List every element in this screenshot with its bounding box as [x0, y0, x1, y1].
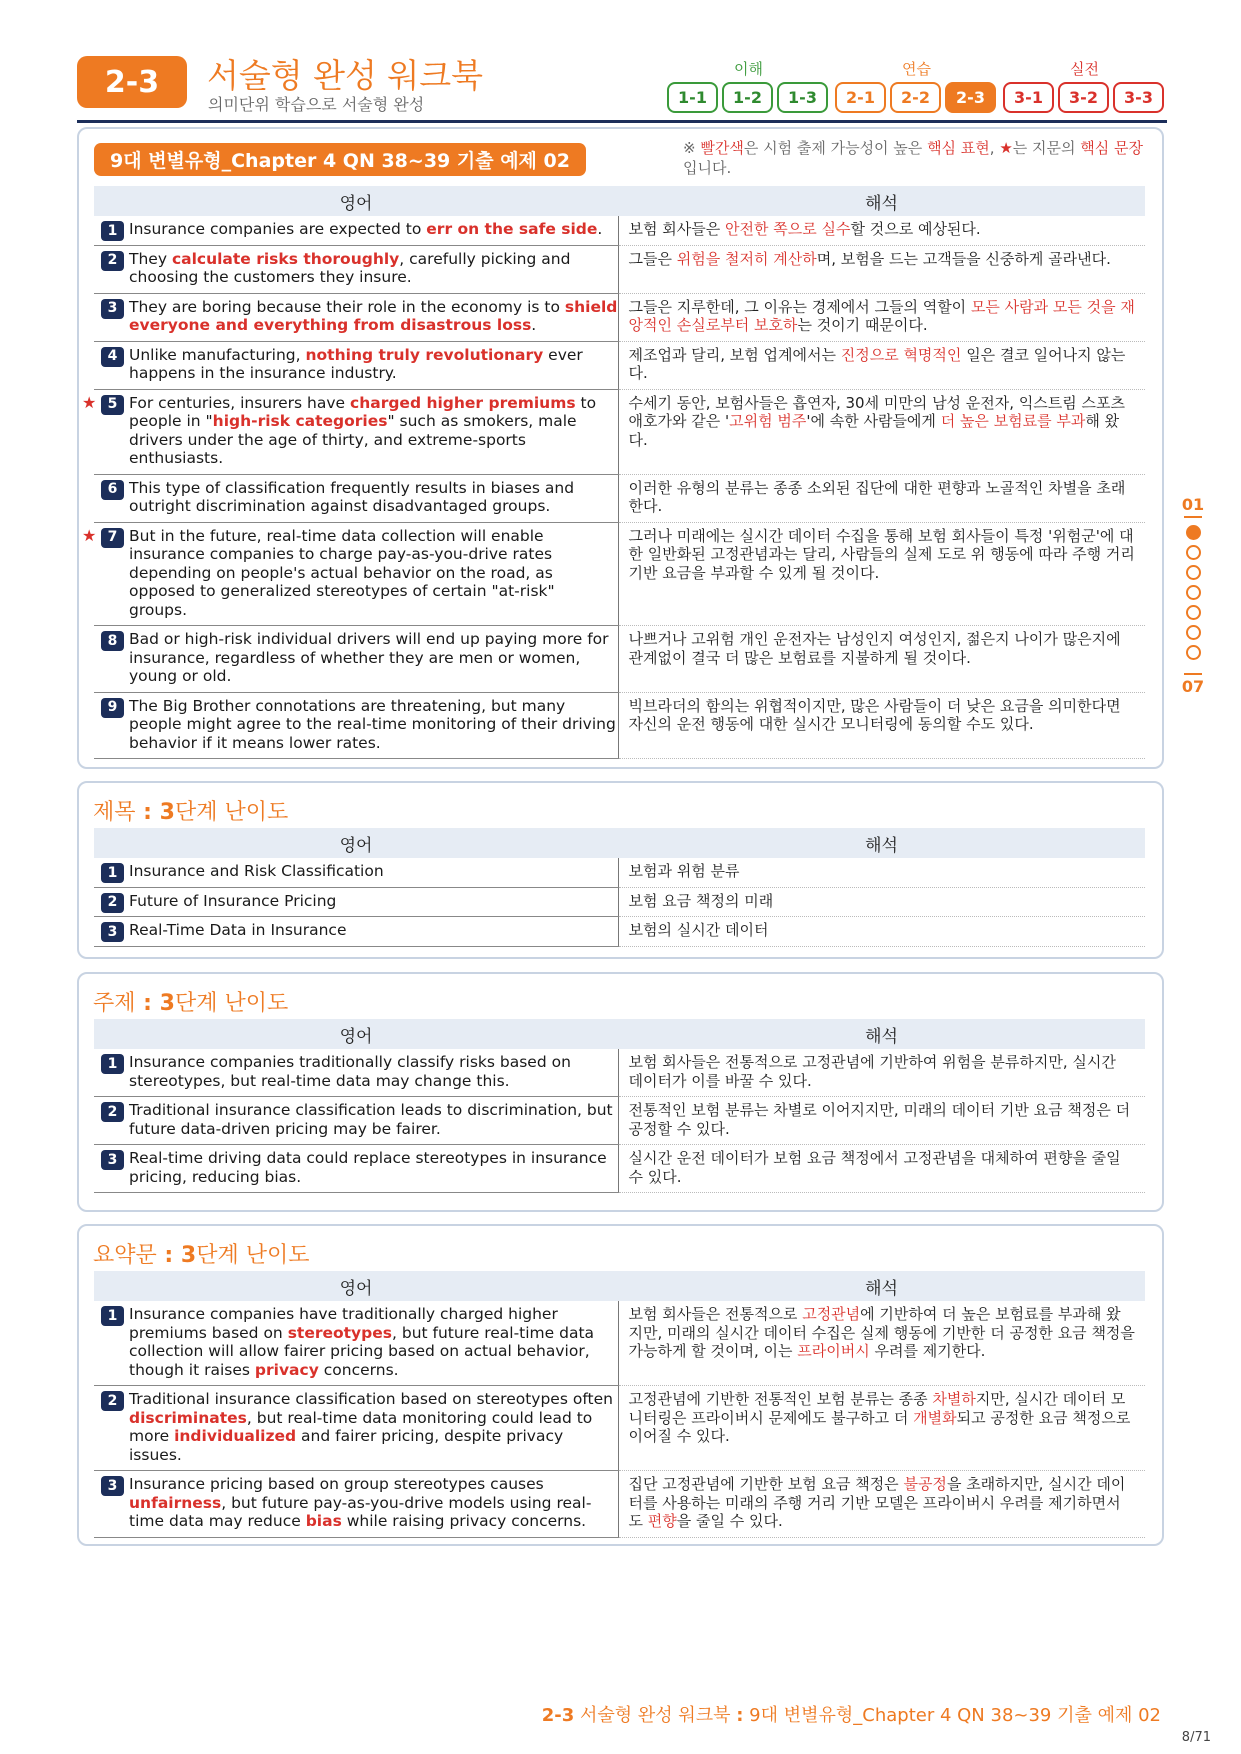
row-number-badge: 8	[101, 631, 124, 651]
sentence-text: Real-time driving data could replace stereotypes in insurance pricing, reducing bias.	[129, 1149, 607, 1186]
english-cell	[94, 917, 618, 947]
legend-note: ※ 빨간색은 시험 출제 가능성이 높은 핵심 표현, ★는 지문의 핵심 문장입니다.	[683, 139, 1144, 177]
english-cell	[94, 1097, 618, 1145]
korean-cell	[618, 917, 1145, 947]
progress-end-label: 07	[1181, 677, 1205, 696]
korean-cell	[618, 1471, 1145, 1538]
english-cell	[94, 1301, 618, 1386]
theme-rows	[94, 1049, 1145, 1193]
progress-divider	[1184, 516, 1202, 518]
theme-card	[77, 972, 1164, 1212]
sentence-text: Insurance companies are expected to	[129, 220, 427, 238]
sentence-text: ever happens in the insurance industry.	[129, 345, 583, 382]
progress-dot	[1186, 625, 1201, 640]
sentence-text: The Big Brother connotations are threatening, but many people might agree to the real-time monitoring of their driving behavior if it means lower rates.	[129, 696, 616, 752]
section-title: 제목 : 3단계 난이도	[93, 800, 289, 825]
sentence-text: concerns.	[318, 1360, 399, 1379]
row-number-badge: 1	[101, 221, 124, 241]
step-1-1-button[interactable]: 1-1	[667, 82, 718, 113]
column-header-english: 영어	[94, 186, 618, 216]
translation-text: 을 줄일 수 있다.	[676, 1512, 783, 1530]
translation-text: 실시간 운전 데이터가 보험 요금 책정에서 고정관념을 대체하여 편향을 줄일 수 있다.	[628, 1149, 1121, 1186]
sentence-text: They are boring because their role in the economy is to	[129, 297, 565, 316]
row-number-badge: 2	[101, 893, 124, 913]
step-2-3-button[interactable]: 2-3	[945, 82, 996, 113]
row-number-badge: 3	[101, 1150, 124, 1170]
sentence-text: Traditional insurance classification based on stereotypes often	[129, 1390, 613, 1408]
step-2-2-button[interactable]: 2-2	[890, 82, 941, 113]
table-row	[94, 626, 1145, 693]
translation-text: 보험 회사들은	[628, 220, 725, 238]
step-group-label: 이해	[734, 60, 763, 78]
translation-text: 며, 보험을 드는 고객들을 신중하게 골라낸다.	[816, 249, 1111, 268]
key-expression: high-risk categories	[212, 412, 388, 430]
sentence-text: Insurance and Risk Classification	[129, 862, 384, 880]
translation-text: 빅브라더의 함의는 위협적이지만, 많은 사람들이 더 낮은 요금을 의미한다면 자신의 운전 행동에 대한 실시간 모니터링에 동의할 수도 있다.	[628, 696, 1121, 733]
sentence-text: " such as smokers, male drivers under the age of thirty, and extreme-sports enthusiasts.	[129, 412, 577, 467]
table-row	[94, 474, 1145, 522]
translation-text: 우려를 제기한다.	[869, 1342, 986, 1360]
table-row	[94, 858, 1145, 887]
english-cell	[82, 389, 618, 474]
translation-text: 일은 결코 일어나지 않는다.	[628, 345, 1126, 382]
sentence-text: Insurance companies traditionally classify risks based on stereotypes, but real-time data may change this.	[129, 1053, 571, 1090]
page-title: 서술형 완성 워크북	[207, 56, 484, 95]
column-header-english: 영어	[94, 828, 618, 858]
sentence-text: , but real-time data monitoring could lead to more	[129, 1408, 593, 1445]
page-number: 8/71	[1181, 1730, 1211, 1745]
chapter-tag: 9대 변별유형_Chapter 4 QN 38~39 기출 예제 02	[94, 143, 586, 176]
key-expression: err on the safe side	[426, 220, 598, 238]
korean-cell	[618, 1301, 1145, 1386]
unit-code-badge: 2-3	[77, 56, 187, 108]
progress-start-label: 01	[1181, 495, 1205, 514]
korean-cell	[618, 216, 1145, 245]
sentence-text: , but future pay-as-you-drive models using real-time data may reduce	[129, 1493, 592, 1530]
translation-text: 에 기반하여 더 높은 보험료를 부과해 왔지만, 미래의 실시간 데이터 수집은 실제 행동에 기반한 더 공정한 요금 책정을 가능하게 할 것이며, 이는	[628, 1305, 1135, 1360]
row-number-badge: 4	[101, 347, 124, 367]
key-expression: 불공정	[903, 1475, 947, 1493]
key-expression: 개별화	[913, 1408, 957, 1427]
korean-cell	[618, 341, 1145, 389]
row-number-badge: 1	[101, 1306, 124, 1326]
korean-cell	[618, 1145, 1145, 1193]
column-header-korean: 해석	[618, 1019, 1145, 1049]
korean-cell	[618, 293, 1145, 341]
korean-cell	[618, 389, 1145, 474]
translation-text: 보험 요금 책정의 미래	[628, 891, 774, 910]
translation-text: '에 속한 사람들에게	[806, 412, 941, 430]
sentence-text: while raising privacy concerns.	[341, 1512, 587, 1530]
page-footer: 2-3 서술형 완성 워크북 : 9대 변별유형_Chapter 4 QN 38~39 기출 예제 02	[541, 1705, 1161, 1726]
english-cell	[94, 474, 618, 522]
page-subtitle: 의미단위 학습으로 서술형 완성	[208, 95, 425, 114]
row-number-badge: 7	[101, 528, 124, 548]
english-cell	[94, 1049, 618, 1097]
korean-cell	[618, 858, 1145, 887]
translation-text: 지만, 실시간 데이터 모니터링은 프라이버시 문제에도 불구하고 더	[628, 1390, 1126, 1427]
key-expression: unfairness	[129, 1493, 222, 1512]
english-cell	[94, 858, 618, 887]
english-cell	[94, 1386, 618, 1471]
translation-text: 그들은 지루한데, 그 이유는 경제에서 그들의 역할이	[628, 297, 971, 316]
section-title: 요약문 : 3단계 난이도	[93, 1243, 310, 1268]
theme-table	[94, 1019, 1145, 1193]
english-cell	[82, 522, 618, 626]
step-2-1-button[interactable]: 2-1	[835, 82, 886, 113]
key-expression: 편향	[647, 1512, 677, 1530]
row-number-badge: 3	[101, 922, 124, 942]
key-expression: privacy	[254, 1360, 319, 1379]
sentence-text: Future of Insurance Pricing	[129, 891, 337, 910]
step-group-label: 실전	[1070, 60, 1099, 78]
sentence-text: to people in "	[129, 393, 597, 430]
key-sentence-star-icon: ★	[82, 525, 97, 545]
key-expression: 고위험 범주	[729, 412, 807, 430]
page-header	[77, 50, 1167, 122]
column-header-english: 영어	[94, 1271, 618, 1301]
row-number-badge: 6	[101, 480, 124, 500]
key-sentence-star-icon: ★	[82, 392, 97, 412]
title-table	[94, 828, 1145, 947]
key-expression: discriminates	[129, 1408, 247, 1427]
table-row	[94, 245, 1145, 293]
english-cell	[94, 341, 618, 389]
sentence-text: .	[531, 316, 537, 334]
sentence-text: Unlike manufacturing,	[129, 345, 306, 364]
table-row	[94, 1301, 1145, 1386]
korean-cell	[618, 887, 1145, 917]
translation-text: 전통적인 보험 분류는 차별로 이어지지만, 미래의 데이터 기반 요금 책정은 더 공정할 수 있다.	[628, 1101, 1131, 1138]
korean-cell	[618, 474, 1145, 522]
key-expression: 모든 사람과 모든 것을 재앙적인 손실로부터 보호하	[628, 297, 1135, 334]
row-number-badge: 1	[101, 1054, 124, 1074]
table-row	[94, 917, 1145, 947]
header-divider	[77, 120, 1167, 123]
key-expression: 고정관념	[802, 1305, 861, 1323]
korean-cell	[618, 245, 1145, 293]
progress-dot	[1186, 645, 1201, 660]
translation-text: 보험과 위험 분류	[628, 862, 740, 880]
step-1-3-button[interactable]: 1-3	[777, 82, 828, 113]
translation-text: 그러나 미래에는 실시간 데이터 수집을 통해 보험 회사들이 특정 '위험군'에 대한 일반화된 고정관념과는 달리, 사람들의 실제 도로 위 행동에 따라 주행 거리 기반 요금을 부과할 수 있게 될 것이다.	[628, 526, 1135, 582]
section-progress	[1178, 495, 1208, 695]
key-expression: stereotypes	[287, 1323, 392, 1342]
row-number-badge: 1	[101, 863, 124, 883]
progress-dot	[1186, 525, 1201, 540]
translation-text: 보험 회사들은 전통적으로 고정관념에 기반하여 위험을 분류하지만, 실시간 데이터가 이를 바꿀 수 있다.	[628, 1053, 1116, 1090]
key-expression: calculate risks thoroughly	[171, 249, 400, 268]
sentence-text: Bad or high-risk individual drivers will end up paying more for insurance, regardless of whether they are men or women, young or old.	[129, 630, 609, 685]
table-row	[94, 1471, 1145, 1538]
key-expression: 더 높은 보험료를 부과	[940, 412, 1086, 430]
korean-cell	[618, 1386, 1145, 1471]
progress-divider	[1184, 673, 1202, 675]
sentence-text: .	[597, 220, 603, 238]
table-row	[94, 887, 1145, 917]
key-expression: 진정으로 혁명적인	[840, 345, 962, 364]
row-number-badge: 5	[101, 395, 124, 415]
korean-cell	[618, 1097, 1145, 1145]
english-cell	[94, 1145, 618, 1193]
key-expression: nothing truly revolutionary	[305, 345, 544, 364]
key-expression: charged higher premiums	[350, 393, 576, 412]
translation-text: 제조업과 달리, 보험 업계에서는	[628, 345, 841, 364]
row-number-badge: 9	[101, 698, 124, 718]
passage-table	[82, 186, 1145, 759]
progress-dot	[1186, 605, 1201, 620]
translation-text: 수세기 동안, 보험사들은 흡연자, 30세 미만의 남성 운전자, 익스트림 스포츠 애호가와 같은 '	[628, 393, 1126, 430]
translation-text: 고정관념에 기반한 전통적인 보험 분류는 종종	[628, 1390, 933, 1408]
row-number-badge: 2	[101, 1391, 124, 1411]
sentence-text: Insurance pricing based on group stereotypes causes	[129, 1475, 544, 1493]
passage-card	[77, 127, 1164, 769]
korean-cell	[618, 522, 1145, 626]
title-rows	[94, 858, 1145, 946]
korean-cell	[618, 692, 1145, 759]
sentence-text: Traditional insurance classification leads to discrimination, but future data-driven pricing may be fairer.	[129, 1101, 613, 1138]
sentence-text: This type of classification frequently results in biases and outright discrimination against disadvantaged groups.	[129, 478, 575, 515]
table-row	[94, 216, 1145, 245]
translation-text: 되고 공정한 요금 책정으로 이어질 수 있다.	[628, 1408, 1131, 1445]
key-expression: 차별하	[932, 1390, 976, 1408]
progress-dot	[1186, 585, 1201, 600]
sentence-text: For centuries, insurers have	[129, 393, 351, 412]
key-expression: shield everyone and everything from disastrous loss	[129, 297, 618, 334]
step-3-2-button[interactable]: 3-2	[1058, 82, 1109, 113]
korean-cell	[618, 1049, 1145, 1097]
translation-text: 나쁘거나 고위험 개인 운전자는 남성인지 여성인지, 젊은지 나이가 많은지에 관계없이 결국 더 많은 보험료를 지불하게 될 것이다.	[628, 630, 1121, 667]
english-cell	[94, 293, 618, 341]
step-group-label: 연습	[902, 60, 931, 78]
column-header-korean: 해석	[618, 1271, 1145, 1301]
translation-text: 해 왔다.	[628, 412, 1120, 449]
column-header-korean: 해석	[618, 186, 1145, 216]
translation-text: 는 것이기 때문이다.	[797, 316, 928, 334]
key-expression: 안전한 쪽으로 실수	[724, 220, 851, 238]
sentence-text: , but future real-time data collection will allow fairer pricing based on actual behavior, though it raises	[129, 1323, 595, 1379]
table-row	[94, 389, 1145, 474]
table-row	[94, 1145, 1145, 1193]
table-row	[94, 522, 1145, 626]
table-row	[94, 341, 1145, 389]
step-3-1-button[interactable]: 3-1	[1003, 82, 1054, 113]
table-row	[94, 1097, 1145, 1145]
english-cell	[94, 626, 618, 693]
row-number-badge: 3	[101, 299, 124, 319]
translation-text: 을 초래하지만, 실시간 데이터를 사용하는 미래의 주행 거리 기반 모델은 프라이버시 우려를 제기하면서도	[628, 1475, 1126, 1530]
row-number-badge: 2	[101, 1102, 124, 1122]
section-title: 주제 : 3단계 난이도	[93, 991, 289, 1016]
english-cell	[94, 887, 618, 917]
translation-text: 할 것으로 예상된다.	[850, 220, 981, 238]
progress-dot	[1186, 545, 1201, 560]
english-cell	[94, 216, 618, 245]
step-3-3-button[interactable]: 3-3	[1113, 82, 1164, 113]
sentence-text: , carefully picking and choosing the customers they insure.	[129, 249, 571, 286]
sentence-text: Insurance companies have traditionally charged higher premiums based on	[129, 1305, 558, 1342]
summary-rows	[94, 1301, 1145, 1537]
table-row	[94, 293, 1145, 341]
progress-dot	[1186, 565, 1201, 580]
sentence-text: Real-Time Data in Insurance	[129, 921, 347, 939]
column-header-english: 영어	[94, 1019, 618, 1049]
column-header-korean: 해석	[618, 828, 1145, 858]
key-expression: 프라이버시	[797, 1342, 870, 1360]
title-card	[77, 781, 1164, 959]
translation-text: 이러한 유형의 분류는 종종 소외된 집단에 대한 편향과 노골적인 차별을 초래한다.	[628, 478, 1126, 515]
table-row	[94, 692, 1145, 759]
summary-table	[94, 1271, 1145, 1538]
english-cell	[94, 245, 618, 293]
row-number-badge: 3	[101, 1476, 124, 1496]
english-cell	[94, 692, 618, 759]
translation-text: 보험의 실시간 데이터	[628, 921, 769, 939]
step-1-2-button[interactable]: 1-2	[722, 82, 773, 113]
key-expression: individualized	[174, 1427, 297, 1445]
english-cell	[94, 1471, 618, 1538]
passage-rows	[82, 216, 1145, 759]
summary-card	[77, 1224, 1164, 1546]
sentence-text: They	[129, 249, 172, 268]
key-expression: 위험을 철저히 계산하	[676, 249, 817, 268]
sentence-text: But in the future, real-time data collection will enable insurance companies to charge pay-as-you-drive rates depending on people's actual behavior on the road, as opposed to generalized stereotypes of certain "at-risk" groups.	[129, 526, 555, 619]
sentence-text: and fairer pricing, despite privacy issues.	[129, 1427, 564, 1464]
translation-text: 집단 고정관념에 기반한 보험 요금 책정은	[628, 1475, 904, 1493]
step-navigation	[667, 58, 1167, 114]
row-number-badge: 2	[101, 251, 124, 271]
translation-text: 보험 회사들은 전통적으로	[628, 1305, 803, 1323]
translation-text: 그들은	[628, 249, 677, 268]
table-row	[94, 1386, 1145, 1471]
table-row	[94, 1049, 1145, 1097]
key-expression: bias	[305, 1512, 342, 1530]
korean-cell	[618, 626, 1145, 693]
